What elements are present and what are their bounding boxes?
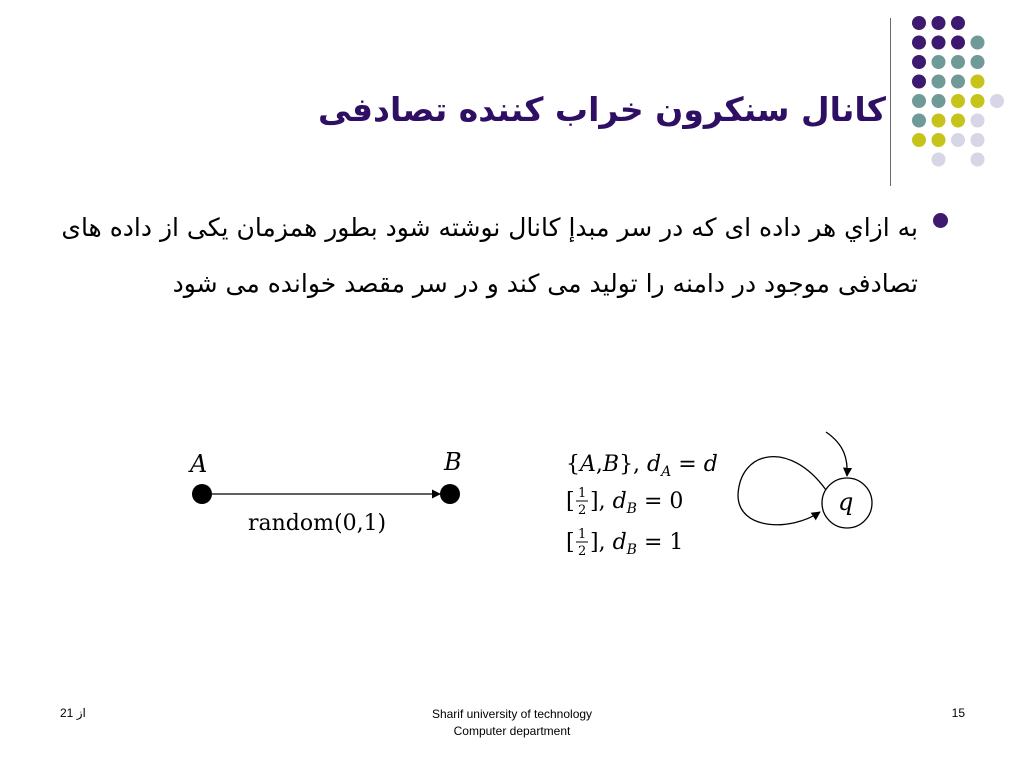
bullet-text: به ازاي هر داده ای که در سر مبدإ کانال نوشته شود بطور همزمان یکی از داده های تصادفی موجود در دامنه را تولید می کند و در سر مقصد خوانده می شود (61, 213, 918, 298)
svg-text:2: 2 (578, 544, 587, 559)
node-b (440, 484, 460, 504)
footer-page-of: از 21 (60, 706, 86, 720)
footer-page-number: 15 (951, 706, 965, 720)
transition-line-3 (566, 527, 683, 559)
footer-institution-line-2: Computer department (453, 724, 571, 738)
transition-line-2 (566, 486, 683, 518)
svg-text:2: 2 (578, 503, 587, 518)
svg-text:1: 1 (578, 486, 587, 501)
self-loop-arrow (738, 457, 826, 525)
edge-label: random(0,1) (248, 511, 387, 536)
right-diagram (566, 432, 872, 559)
left-diagram (188, 448, 462, 536)
slide-title: کانال سنکرون خراب کننده تصادفی (318, 90, 886, 129)
svg-text:1: 1 (578, 527, 587, 542)
node-a (192, 484, 212, 504)
state-q-label: q (838, 488, 854, 516)
footer-institution (362, 706, 662, 740)
svg-text:], dB = 1: ], $d_B = 1$ (590, 530, 684, 558)
initial-arrow (826, 432, 847, 476)
node-b-label: B (444, 448, 462, 476)
svg-text:[: [ (566, 530, 575, 555)
svg-text:], dB = 0: ], $d_B = 0$ (590, 489, 684, 517)
transition-line-1: {A,B}, $d_A = d$ (566, 452, 718, 480)
node-a-label: A (190, 450, 208, 478)
svg-text:[: [ (566, 489, 575, 514)
footer-institution-line-1: Sharif university of technology (431, 707, 593, 721)
